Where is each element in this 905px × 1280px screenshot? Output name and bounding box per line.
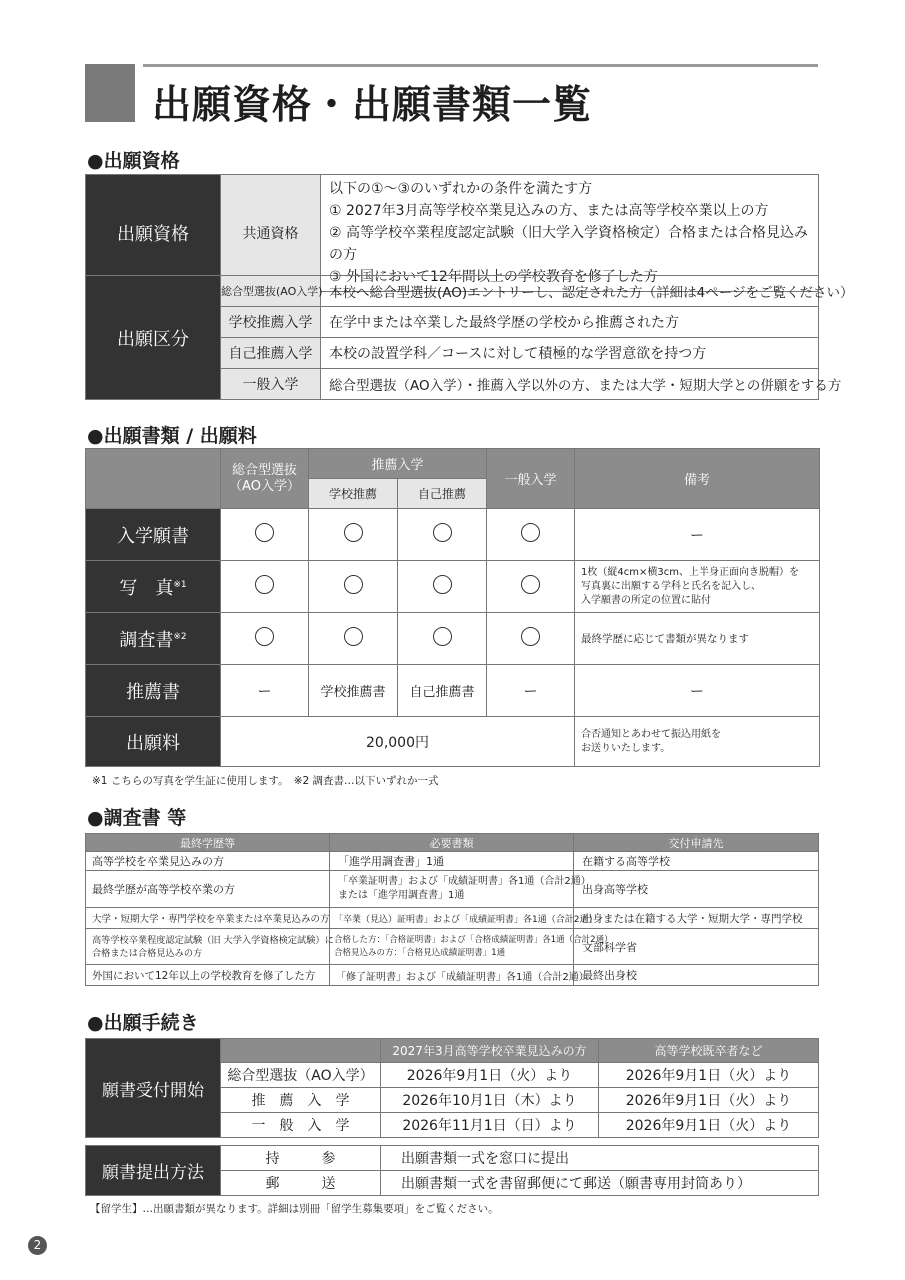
report-cell: 最終出身校: [574, 965, 819, 986]
category-desc: 本校へ総合型選抜(AO)エントリーし、認定された方（詳細は4ページをご覧ください）: [321, 276, 819, 307]
header-suisen: 推薦入学: [309, 449, 487, 479]
cell-circle: [221, 561, 309, 613]
cell-circle: [309, 613, 398, 665]
category-name: 一般入学: [221, 369, 321, 400]
start-type: 総合型選抜（AO入学）: [221, 1063, 381, 1088]
report-cell: 高等学校を卒業見込みの方: [86, 852, 330, 871]
report-cell: 「修了証明書」および「成績証明書」各1通（合計2通）: [330, 965, 574, 986]
category-label: 出願区分: [86, 276, 221, 400]
row-label-recommend: 推薦書: [86, 665, 221, 717]
row-label-application: 入学願書: [86, 509, 221, 561]
fee-note: 合否通知とあわせて振込用紙を お送りいたします。: [575, 717, 820, 767]
cell-circle: [487, 561, 575, 613]
header-biko: 備考: [575, 449, 820, 509]
cell-circle: [398, 613, 487, 665]
method-label: 願書提出方法: [86, 1146, 221, 1196]
category-table: [85, 275, 854, 400]
cell-circle: [221, 613, 309, 665]
report-cell: 合格した方：「合格証明書」および「合格成績証明書」各1通（合計2通） 合格見込みの方：「合格見込成績証明書」1通: [330, 929, 574, 965]
cell-value: 学校推薦書: [309, 665, 398, 717]
start-header: 高等学校既卒者など: [599, 1039, 819, 1063]
report-cell: 出身高等学校: [574, 871, 819, 908]
report-cell: 高等学校卒業程度認定試験（旧 大学入学資格検定試験）に 合格または合格見込みの方: [86, 929, 330, 965]
documents-table: [85, 448, 820, 767]
page-number: 2: [28, 1236, 47, 1255]
report-cell: 「卒業（見込）証明書」および「成績証明書」各1通（合計2通）: [330, 908, 574, 929]
cell-circle: [398, 561, 487, 613]
start-table: [85, 1038, 819, 1138]
category-name: 学校推薦入学: [221, 307, 321, 338]
section-heading-report: ●調査書 等: [87, 807, 187, 829]
cell-circle: [487, 613, 575, 665]
row-label-fee: 出願料: [86, 717, 221, 767]
report-header: 交付申請先: [574, 834, 819, 852]
start-header-blank: [221, 1039, 381, 1063]
start-date: 2026年9月1日（火）より: [599, 1063, 819, 1088]
cell-circle: [221, 509, 309, 561]
header-gakko: 学校推薦: [309, 479, 398, 509]
section-heading-documents: ●出願書類 / 出願料: [87, 425, 257, 447]
start-date: 2026年9月1日（火）より: [381, 1063, 599, 1088]
report-cell: 文部科学省: [574, 929, 819, 965]
common-line: 以下の①～③のいずれかの条件を満たす方: [329, 181, 593, 197]
report-header: 必要書類: [330, 834, 574, 852]
start-header: 2027年3月高等学校卒業見込みの方: [381, 1039, 599, 1063]
method-desc: 出願書類一式を書留郵便にて郵送（願書専用封筒あり）: [381, 1171, 819, 1196]
procedure-footnote: 【留学生】…出願書類が異なります。詳細は別冊「留学生募集要項」をご覧ください。: [90, 1203, 499, 1215]
start-date: 2026年9月1日（火）より: [599, 1088, 819, 1113]
method-type: 郵 送: [221, 1171, 381, 1196]
qualification-label: 出願資格: [86, 175, 221, 292]
cell-value: 自己推薦書: [398, 665, 487, 717]
method-table: [85, 1145, 819, 1196]
start-label: 願書受付開始: [86, 1039, 221, 1138]
fee-value: 20,000円: [221, 717, 575, 767]
start-date: 2026年9月1日（火）より: [599, 1113, 819, 1138]
cell-biko: 最終学歴に応じて書類が異なります: [575, 613, 820, 665]
report-cell: 出身または在籍する大学・短期大学・専門学校: [574, 908, 819, 929]
category-name: 総合型選抜(AO入学): [221, 276, 321, 307]
start-date: 2026年10月1日（木）より: [381, 1088, 599, 1113]
cell-circle: [309, 561, 398, 613]
common-line: ③ 外国において12年間以上の学校教育を修了した方: [329, 269, 658, 285]
common-qualification-body: [321, 175, 819, 292]
header-jiko: 自己推薦: [398, 479, 487, 509]
header-blank: [86, 449, 221, 509]
report-cell: 「進学用調査書」1通: [330, 852, 574, 871]
common-line: ① 2027年3月高等学校卒業見込みの方、または高等学校卒業以上の方: [329, 203, 769, 219]
cell-biko: ー: [575, 665, 820, 717]
report-cell: 最終学歴が高等学校卒業の方: [86, 871, 330, 908]
report-table: [85, 833, 819, 986]
title-marker: [85, 64, 135, 122]
header-ao: 総合型選抜（AO入学）: [221, 449, 309, 509]
start-date: 2026年11月1日（日）より: [381, 1113, 599, 1138]
category-desc: 在学中または卒業した最終学歴の学校から推薦された方: [321, 307, 819, 338]
row-label-report: 調査書$^{※2}$: [86, 613, 221, 665]
cell-value: ー: [487, 665, 575, 717]
category-desc: 本校の設置学科／コースに対して積極的な学習意欲を持つ方: [321, 338, 819, 369]
start-type: 一 般 入 学: [221, 1113, 381, 1138]
header-ippan: 一般入学: [487, 449, 575, 509]
cell-circle: [487, 509, 575, 561]
cell-circle: [398, 509, 487, 561]
report-cell: 在籍する高等学校: [574, 852, 819, 871]
common-qualification-label: 共通資格: [221, 175, 321, 292]
page-title: 出願資格・出願書類一覧: [152, 83, 593, 128]
start-type: 推 薦 入 学: [221, 1088, 381, 1113]
cell-value: ー: [221, 665, 309, 717]
report-cell: 外国において12年以上の学校教育を修了した方: [86, 965, 330, 986]
category-name: 自己推薦入学: [221, 338, 321, 369]
cell-biko: ー: [575, 509, 820, 561]
report-header: 最終学歴等: [86, 834, 330, 852]
section-heading-procedure: ●出願手続き: [87, 1012, 199, 1034]
method-desc: 出願書類一式を窓口に提出: [381, 1146, 819, 1171]
cell-circle: [309, 509, 398, 561]
report-cell: 大学・短期大学・専門学校を卒業または卒業見込みの方: [86, 908, 330, 929]
method-type: 持 参: [221, 1146, 381, 1171]
row-label-photo: 写 真$^{※1}$: [86, 561, 221, 613]
common-line: ② 高等学校卒業程度認定試験（旧大学入学資格検定）合格または合格見込みの方: [329, 225, 808, 263]
documents-footnote: ※1 こちらの写真を学生証に使用します。 ※2 調査書…以下いずれか一式: [92, 775, 439, 787]
category-desc: 総合型選抜（AO入学）・推薦入学以外の方、または大学・短期大学との併願をする方: [321, 369, 819, 400]
cell-biko: 1枚（縦4cm×横3cm、上半身正面向き脱帽）を 写真裏に出願する学科と氏名を記入し、 入学願書の所定の位置に貼付: [575, 561, 820, 613]
section-heading-qualification: ●出願資格: [87, 150, 180, 172]
title-rule: [143, 64, 818, 67]
report-cell: 「卒業証明書」および「成績証明書」各1通（合計2通） または「進学用調査書」1通: [330, 871, 574, 908]
